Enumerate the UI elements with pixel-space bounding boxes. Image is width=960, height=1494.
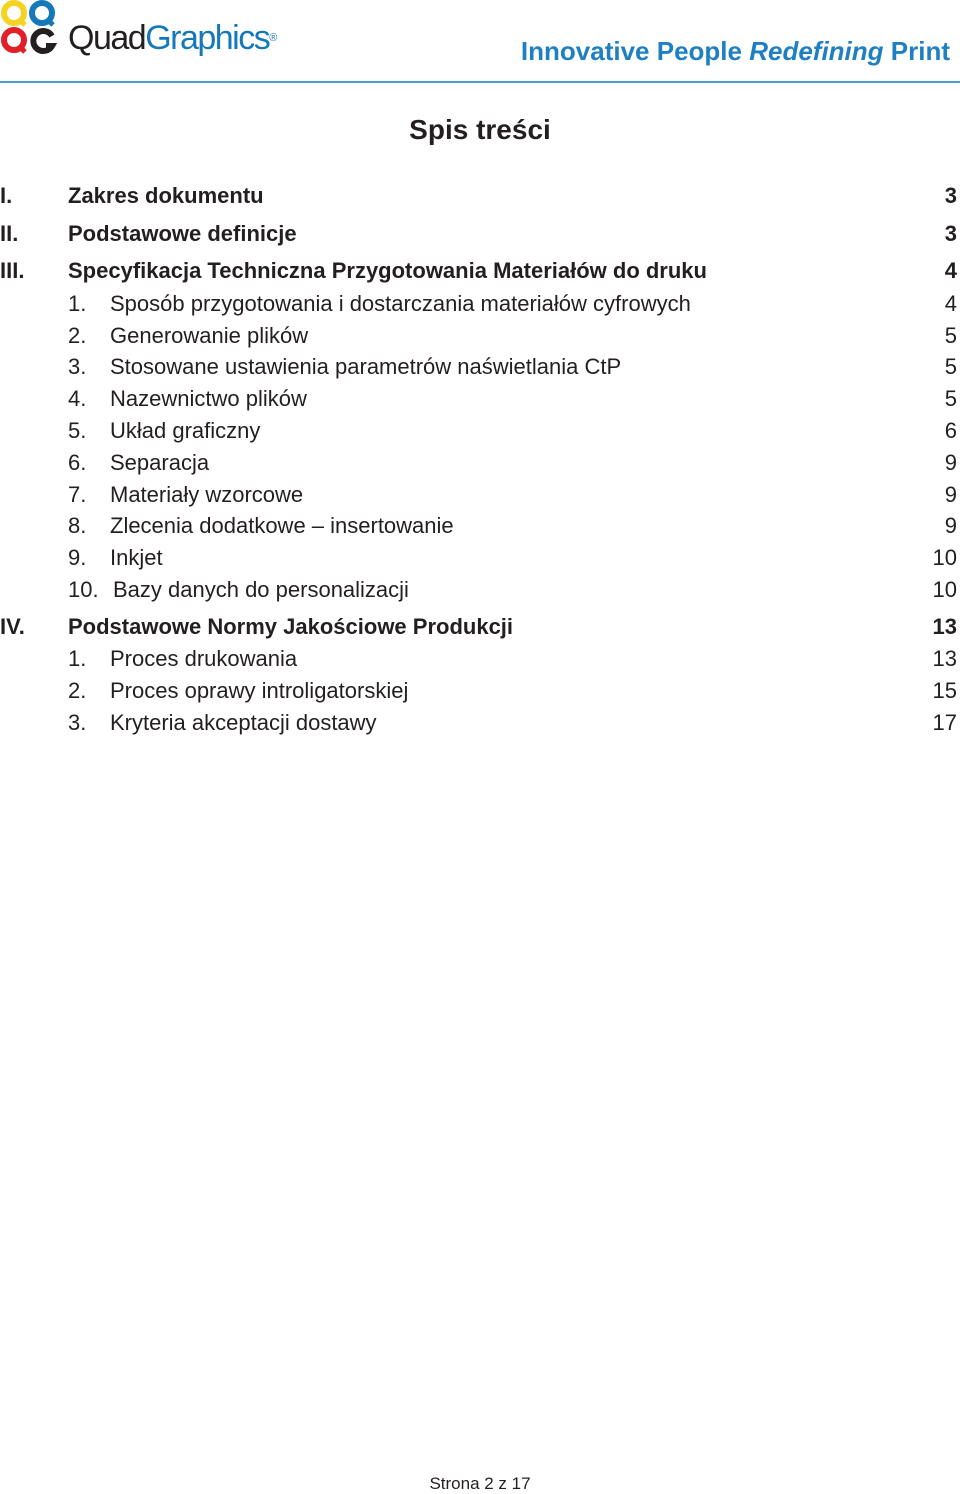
toc-number: 3.: [68, 354, 87, 379]
toc-subsection-row: [0, 643, 960, 675]
toc-subsection-row: [0, 675, 960, 707]
toc-number: 2.: [68, 678, 87, 703]
toc-number: I.: [0, 183, 13, 208]
header-divider: [0, 81, 960, 83]
tagline-part-2: Print: [883, 36, 950, 66]
toc-page-number: 15: [932, 678, 957, 703]
page-footer: Strona 2 z 17: [429, 1474, 531, 1493]
toc-title: Kryteria akceptacji dostawy: [110, 710, 377, 735]
toc-subsection-row: [0, 320, 960, 352]
toc-title: Separacja: [110, 450, 210, 475]
toc-number: 5.: [68, 418, 87, 443]
toc-subsection-row: [0, 383, 960, 415]
toc-title: Nazewnictwo plików: [110, 386, 307, 411]
toc-subsection-row: [0, 288, 960, 320]
toc-title: Proces drukowania: [110, 646, 298, 671]
page-title: Spis treści: [409, 114, 551, 145]
toc-number: IV.: [0, 614, 25, 639]
toc-page-number: 10: [932, 577, 957, 602]
toc-title: Zlecenia dodatkowe – insertowanie: [110, 513, 454, 538]
toc-section-row: [0, 218, 960, 250]
toc-title: Specyfikacja Techniczna Przygotowania Materiałów do druku: [68, 258, 707, 283]
toc-title: Podstawowe definicje: [68, 221, 297, 246]
toc-title: Materiały wzorcowe: [110, 482, 304, 507]
toc-title: Zakres dokumentu: [68, 183, 264, 208]
toc-page-number: 9: [944, 513, 957, 538]
toc-number: II.: [0, 221, 19, 246]
toc-page-number: 17: [932, 710, 957, 735]
toc-title: Bazy danych do personalizacji: [113, 577, 409, 602]
toc-subsection-row: [0, 510, 960, 542]
toc-number: 7.: [68, 482, 87, 507]
toc-subsection-row: [0, 351, 960, 383]
toc-number: III.: [0, 258, 25, 283]
qg-logo-mark-icon: [0, 0, 60, 60]
toc-subsection-row: [0, 542, 960, 574]
toc-page-number: 13: [932, 646, 957, 671]
toc-title: Inkjet: [110, 545, 163, 570]
toc-page-number: 5: [944, 386, 957, 411]
toc-number: 1.: [68, 291, 87, 316]
toc-number: 10.: [68, 577, 99, 602]
quadgraphics-logo: [0, 0, 290, 70]
toc-page-number: 5: [944, 354, 957, 379]
logo-registered-mark: ®: [269, 32, 278, 44]
toc-subsection-row: [0, 415, 960, 447]
toc-page-number: 4: [944, 258, 957, 283]
toc-page-number: 9: [944, 450, 957, 475]
tagline-part-1: Innovative People: [520, 36, 750, 66]
toc-number: 2.: [68, 323, 87, 348]
toc-number: 8.: [68, 513, 87, 538]
toc-subsection-row: [0, 447, 960, 479]
toc-page-number: 4: [944, 291, 957, 316]
logo-graphics-text: Graphics: [145, 19, 270, 57]
toc-title: Stosowane ustawienia parametrów naświetlania CtP: [110, 354, 622, 379]
toc-page-number: 3: [944, 183, 957, 208]
toc-section-row: [0, 611, 960, 643]
toc-title: Układ graficzny: [110, 418, 261, 443]
toc-section-row: [0, 180, 960, 212]
toc-number: 3.: [68, 710, 87, 735]
toc-page-number: 9: [944, 482, 957, 507]
toc-page-number: 5: [944, 323, 957, 348]
toc-subsection-row: [0, 479, 960, 511]
page-header: [0, 0, 960, 90]
toc-page-number: 13: [932, 614, 957, 639]
toc-title: Proces oprawy introligatorskiej: [110, 678, 409, 703]
toc-title: Podstawowe Normy Jakościowe Produkcji: [68, 614, 514, 639]
toc-title: Generowanie plików: [110, 323, 309, 348]
logo-wordmark: [68, 18, 277, 58]
header-tagline: [521, 36, 950, 67]
toc-section-row: [0, 255, 960, 287]
toc-page-number: 3: [944, 221, 957, 246]
toc-number: 6.: [68, 450, 87, 475]
toc-page-number: 6: [944, 418, 957, 443]
toc-subsection-row: [0, 707, 960, 739]
tagline-italic: Redefining: [749, 36, 884, 66]
toc-number: 4.: [68, 386, 87, 411]
toc-title: Sposób przygotowania i dostarczania materiałów cyfrowych: [110, 291, 691, 316]
toc-number: 1.: [68, 646, 87, 671]
toc-number: 9.: [68, 545, 87, 570]
toc-subsection-row: [0, 574, 960, 606]
toc-page-number: 10: [932, 545, 957, 570]
logo-quad-text: Quad: [68, 19, 146, 57]
